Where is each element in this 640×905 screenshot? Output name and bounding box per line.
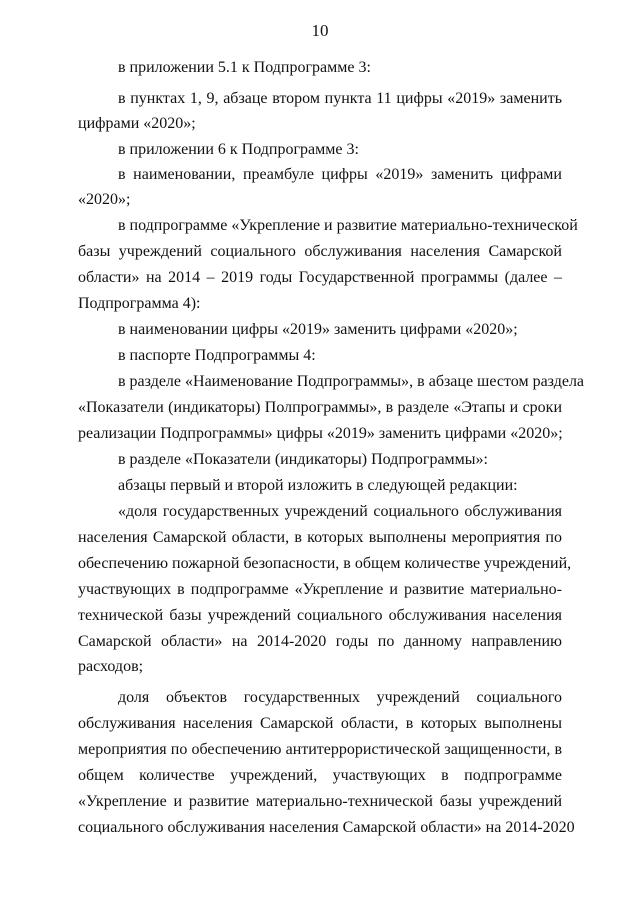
text-line: «Укрепление и развитие материально-технической базы учреждений <box>78 793 562 810</box>
text-line: Самарской области» на 2014-2020 годы по данному направлению <box>78 633 562 650</box>
page-number: 10 <box>311 21 329 40</box>
text-line: «Показатели (индикаторы) Полпрограммы», в разделе «Этапы и сроки <box>78 399 562 416</box>
text-line: общем количестве учреждений, участвующих в подпрограмме <box>78 767 562 784</box>
text-line: населения Самарской области, в которых выполнены мероприятия по <box>78 529 562 546</box>
text-line: в паспорте Подпрограммы 4: <box>118 347 316 364</box>
text-line: в пунктах 1, 9, абзаце втором пункта 11 цифры «2019» заменить <box>118 90 562 107</box>
text-line: «2020»; <box>78 191 131 208</box>
text-line: в подпрограмме «Укрепление и развитие материально-технической <box>118 217 578 234</box>
text-line: обеспечению пожарной безопасности, в общем количестве учреждений, <box>78 555 572 572</box>
text-line: доля объектов государственных учреждений социального <box>118 689 562 706</box>
text-line: в наименовании цифры «2019» заменить цифрами «2020»; <box>118 321 518 338</box>
text-line: базы учреждений социального обслуживания населения Самарской <box>78 243 562 260</box>
text-line: реализации Подпрограммы» цифры «2019» заменить цифрами «2020»; <box>78 425 563 442</box>
text-line: обслуживания населения Самарской области, в которых выполнены <box>78 715 562 732</box>
text-line: в разделе «Наименование Подпрограммы», в абзаце шестом раздела <box>118 373 585 390</box>
text-line: в наименовании, преамбуле цифры «2019» заменить цифрами <box>118 166 562 183</box>
text-line: «доля государственных учреждений социального обслуживания <box>118 503 562 520</box>
text-line: участвующих в подпрограмме «Укрепление и развитие материально- <box>78 581 562 598</box>
text-line: Подпрограмма 4): <box>78 295 201 312</box>
text-line: социального обслуживания населения Самарской области» на 2014-2020 <box>78 819 575 836</box>
text-line: области» на 2014 – 2019 годы Государственной программы (далее – <box>78 269 562 286</box>
text-line: в приложении 5.1 к Подпрограмме 3: <box>118 59 371 76</box>
text-line: в разделе «Показатели (индикаторы) Подпрограммы»: <box>118 451 488 468</box>
text-line: расходов; <box>78 658 144 675</box>
text-line: цифрами «2020»; <box>78 115 196 132</box>
text-line: в приложении 6 к Подпрограмме 3: <box>118 141 359 158</box>
text-line: абзацы первый и второй изложить в следующей редакции: <box>118 477 518 494</box>
text-line: технической базы учреждений социального обслуживания населения <box>78 607 562 624</box>
text-line: мероприятия по обеспечению антитеррористической защищенности, в <box>78 741 562 758</box>
